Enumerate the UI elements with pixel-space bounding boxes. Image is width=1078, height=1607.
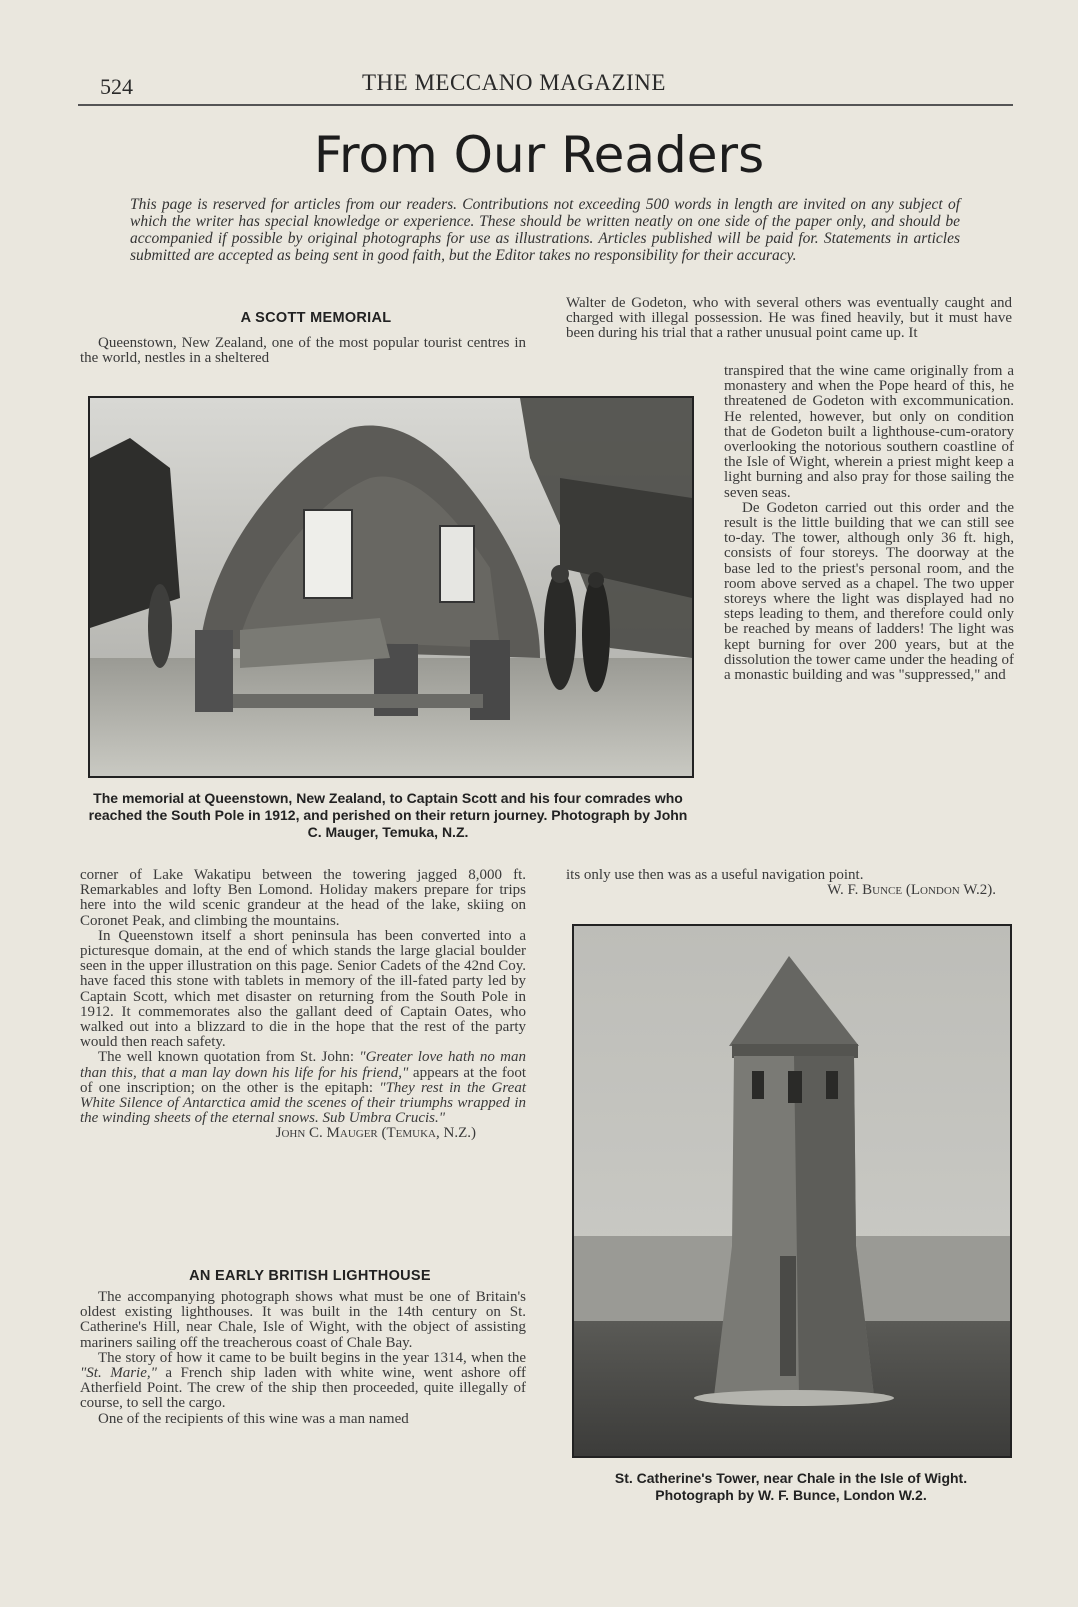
para2-text-a: The story of how it came to be built begins in the year 1314, when the <box>98 1349 526 1366</box>
quote-epitaph: "They rest in the Great White Silence of Antarctica amid the scenes of their triumphs wrapped in the winding sheets of the eternal snows. Sub Umbra Crucis." <box>80 1079 526 1127</box>
article2-para3: One of the recipients of this wine was a man named <box>98 1410 409 1427</box>
article1-para1-cont: corner of Lake Wakatipu between the towering jagged 8,000 ft. Remarkables and lofty Ben Lomond. Holiday makers prepare for trips here into the wild scenic grandeur at the head of the lake, skiing on Coronet Peak, and climbing the mountains. <box>80 867 526 929</box>
article1-heading: A SCOTT MEMORIAL <box>240 310 392 326</box>
ship-name: "St. Marie," <box>80 1365 157 1382</box>
article2-para1: The accompanying photograph shows what must be one of Britain's oldest existing lighthouses. It was built in the 14th century on St. Catherine's Hill, near Chale, Isle of Wight, with the object of assisting mariners sailing off the treacherous coast of Chale Bay. <box>80 1289 526 1351</box>
para3-text-a: The well known quotation from St. John: <box>98 1049 360 1066</box>
caption-line-1: St. Catherine's Tower, near Chale in the Isle of Wight. <box>614 1470 968 1486</box>
article2-col2-top <box>566 296 1012 342</box>
article2-col2-end-text: its only use then was as a useful navigation point. <box>566 867 864 883</box>
magazine-title: THE MECCANO MAGAZINE <box>362 70 666 95</box>
article2-col2-side-text: transpired that the wine came originally from a monastery and when the Pope heard of this, he threatened de Godeton with excommunication. He relented, however, but only on condition that de Godeton built a lighthouse-cum-oratory overlooking the notorious southern coastline of the Isle of Wight, wherein a priest might keep a light burning and also pray for those sailing the seven seas. <box>724 363 1014 501</box>
article1-opening <box>80 336 526 366</box>
article1-para1-start: Queenstown, New Zealand, one of the most popular tourist centres in the world, nestles in a sheltered <box>80 335 526 367</box>
article1-para3 <box>80 1050 526 1126</box>
para3-text-b: appears at the foot of one inscription; on the other is the epitaph: <box>80 1064 526 1096</box>
para2-text-b: a French ship laden with white wine, went ashore off Atherfield Point. The crew of the ship then proceeded, quite illegally of course, to sell the cargo. <box>80 1365 526 1412</box>
memorial-photo <box>88 396 694 778</box>
article2-author: W. F. Bunce (London W.2). <box>827 882 996 899</box>
intro-paragraph: This page is reserved for articles from our readers. Contributions not exceeding 500 words in length are invited on any subject of which the writer has special knowledge or experience. These should be written neatly on one side of the paper only, and should be accompanied if possible by original photographs for use as illustrations. Articles published will be paid for. Statements in articles submitted are accepted as being sent in good faith, but the Editor takes no responsibility for their accuracy. <box>130 196 960 264</box>
header-rule <box>78 104 1013 106</box>
quote-st-john: "Greater love hath no man than this, that a man lay down his life for his friend," <box>80 1049 527 1081</box>
article1-body <box>80 868 526 1142</box>
article2-col2-side <box>724 364 1014 683</box>
memorial-photo-caption: The memorial at Queenstown, New Zealand, to Captain Scott and his four comrades who reached the South Pole in 1912, and perished on their return journey. Photograph by John C. Mauger, Temuka, N.Z. <box>88 790 688 840</box>
article2-para2 <box>80 1351 526 1412</box>
article2-body <box>80 1290 526 1427</box>
article2-col2-side2-text: De Godeton carried out this order and the result is the little building that we can still see to-day. The tower, although only 36 ft. high, consists of four storeys. The doorway at the base led to the priest's personal room, and the room above served as a chapel. The two upper storeys where the light was displayed had no steps leading to them, and therefore could only be reached by means of ladders! The light was kept burning for over 200 years, but at the dissolution the tower came under the heading of a monastic building and was "suppressed," and <box>724 499 1014 684</box>
page-title: From Our Readers <box>313 126 765 184</box>
article2-heading: AN EARLY BRITISH LIGHTHOUSE <box>189 1268 431 1284</box>
page-number: 524 <box>100 74 133 99</box>
article2-col2-top-text: Walter de Godeton, who with several others was eventually caught and charged with illegal possession. He was fined heavily, but it must have been during his trial that a rather unusual point came up. It <box>566 295 1012 342</box>
caption-line-2: Photograph by W. F. Bunce, London W.2. <box>655 1487 927 1503</box>
article1-para2: In Queenstown itself a short peninsula has been converted into a picturesque domain, at the end of which stands the large glacial boulder seen in the upper illustration on this page. Senior Cadets of the 42nd Coy. have faced this stone with tablets in memory of the ill-fated party led by Captain Scott, which met disaster on returning from the South Pole in 1912. It commemorates also the gallant deed of Captain Oates, who walked out into a blizzard to die in the hope that the rest of the party would then reach safety. <box>80 927 526 1051</box>
article1-author: John C. Mauger (Temuka, N.Z.) <box>275 1125 476 1142</box>
lighthouse-photo-caption <box>560 1470 1022 1504</box>
lighthouse-photo <box>572 924 1012 1458</box>
article2-col2-end <box>566 868 1012 898</box>
